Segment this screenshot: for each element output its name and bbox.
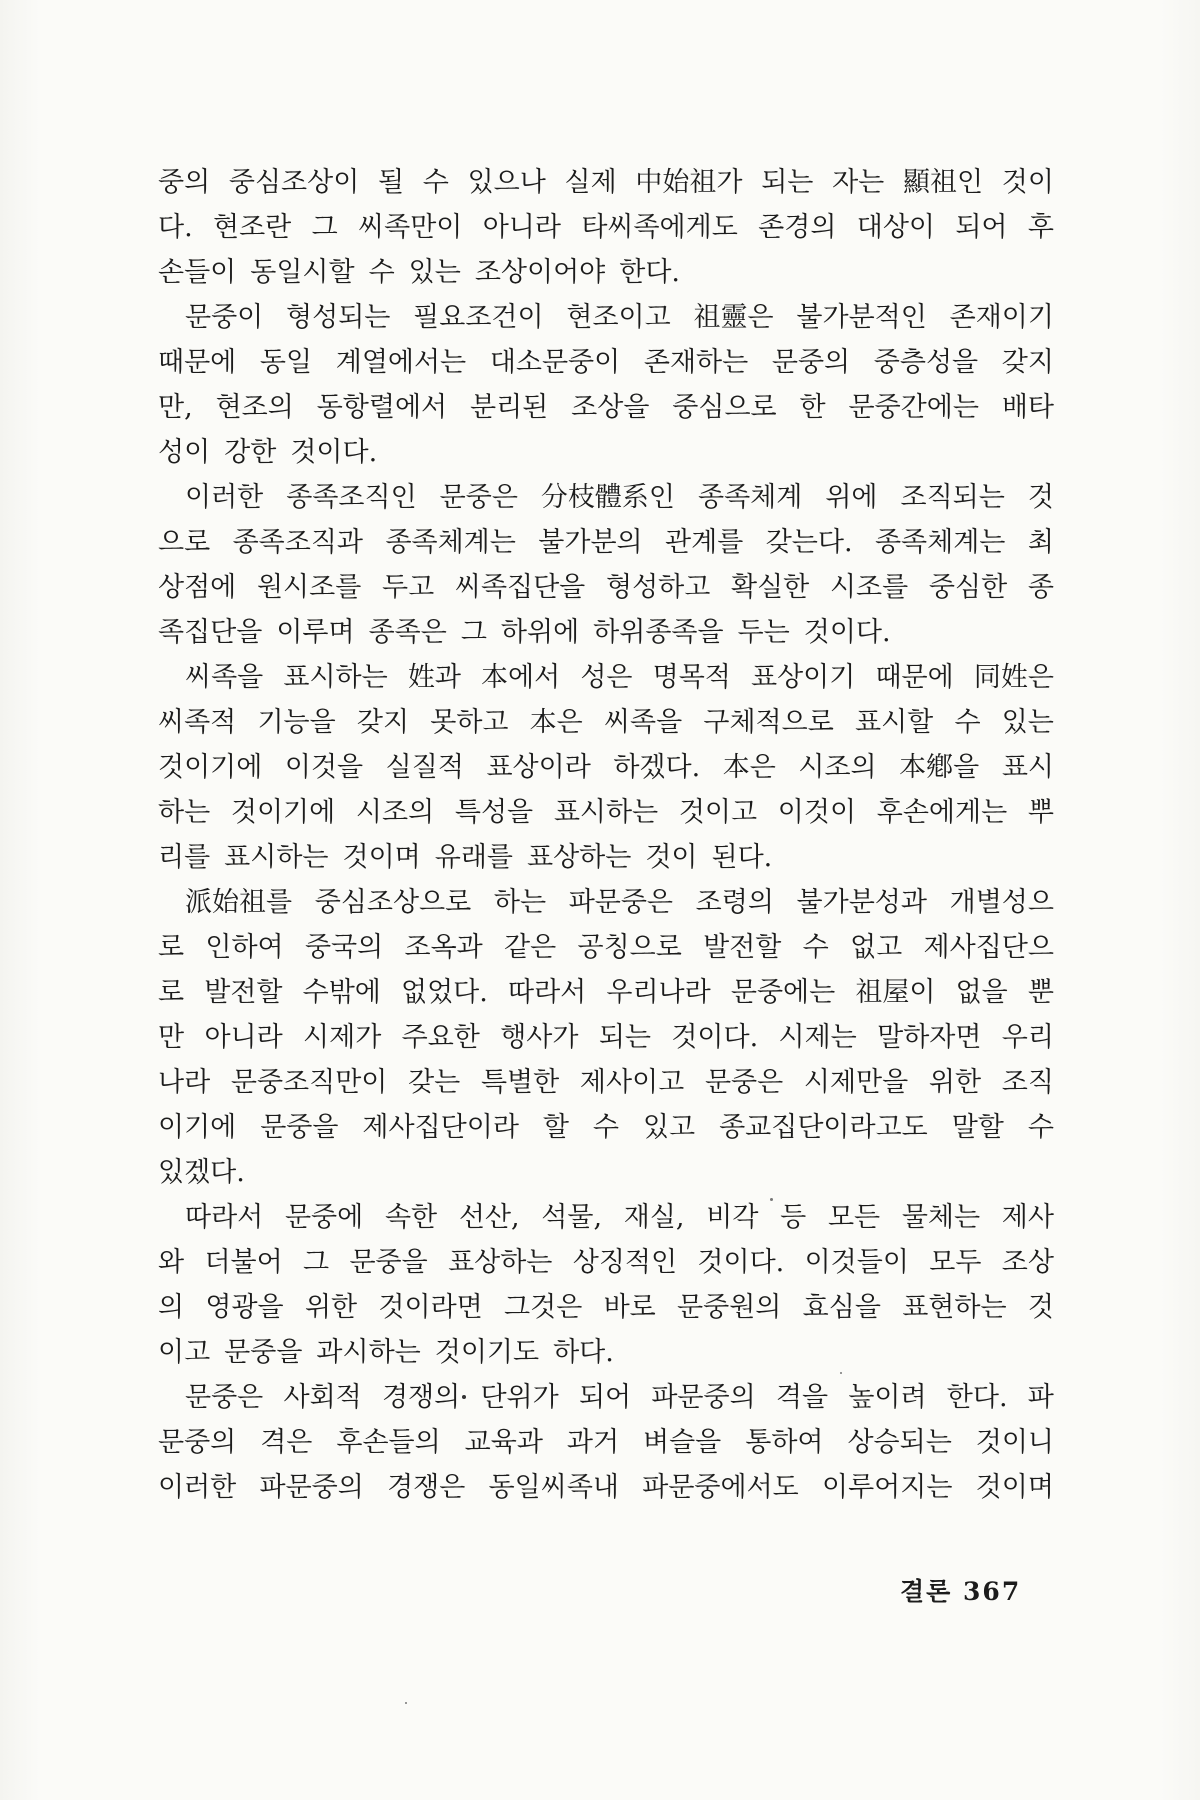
text-line: 로 발전할 수밖에 없었다. 따라서 우리나라 문중에는 祖屋이 없을 뿐: [158, 977, 1054, 1008]
text-line: 이러한 종족조직인 문중은 分枝體系인 종족체계 위에 조직되는 것: [185, 482, 1054, 513]
page-footer: [900, 1572, 1021, 1608]
text-line: 문중은 사회적 경쟁의 단위가 되어 파문중의 격을 높이려 한다. 파: [185, 1382, 1054, 1413]
text-line: 으로 종족조직과 종족체계는 불가분의 관계를 갖는다. 종족체계는 최: [158, 527, 1054, 558]
text-line: 상점에 원시조를 두고 씨족집단을 형성하고 확실한 시조를 중심한 종: [158, 572, 1054, 603]
paper-speck: [840, 1372, 842, 1374]
text-line: 이고 문중을 과시하는 것이기도 하다.: [158, 1337, 614, 1368]
text-line: 문중이 형성되는 필요조건이 현조이고 祖靈은 불가분적인 존재이기: [185, 302, 1054, 333]
text-line: 하는 것이기에 시조의 특성을 표시하는 것이고 이것이 후손에게는 뿌: [158, 797, 1054, 828]
text-line: 손들이 동일시할 수 있는 조상이어야 한다.: [158, 257, 681, 288]
text-line: 만 아니라 시제가 주요한 행사가 되는 것이다. 시제는 말하자면 우리: [158, 1022, 1054, 1053]
text-line: 중의 중심조상이 될 수 있으나 실제 中始祖가 되는 자는 顯祖인 것이: [158, 167, 1054, 198]
text-line: 때문에 동일 계열에서는 대소문중이 존재하는 문중의 중층성을 갖지: [158, 347, 1054, 378]
section-title: 결론: [900, 1577, 953, 1606]
text-line: 로 인하여 중국의 조옥과 같은 공칭으로 발전할 수 없고 제사집단으: [158, 932, 1054, 963]
text-line: 리를 표시하는 것이며 유래를 표상하는 것이 된다.: [158, 842, 773, 873]
text-line: 문중의 격은 후손들의 교육과 과거 벼슬을 통하여 상승되는 것이니: [158, 1427, 1054, 1458]
text-line: 이러한 파문중의 경쟁은 동일씨족내 파문중에서도 이루어지는 것이며: [158, 1472, 1054, 1503]
text-line: 派始祖를 중심조상으로 하는 파문중은 조령의 불가분성과 개별성으: [185, 887, 1054, 918]
text-line: 이기에 문중을 제사집단이라 할 수 있고 종교집단이라고도 말할 수: [158, 1112, 1054, 1143]
page-number: 367: [963, 1577, 1022, 1606]
text-line: 만, 현조의 동항렬에서 분리된 조상을 중심으로 한 문중간에는 배타: [158, 392, 1054, 423]
text-line: 따라서 문중에 속한 선산, 석물, 재실, 비각 등 모든 물체는 제사: [185, 1202, 1054, 1233]
paper-speck: [462, 1395, 466, 1399]
body-text: [158, 160, 1054, 1510]
text-line: 씨족적 기능을 갖지 못하고 本은 씨족을 구체적으로 표시할 수 있는: [158, 707, 1054, 738]
paper-speck: [405, 1702, 407, 1704]
text-line: 씨족을 표시하는 姓과 本에서 성은 명목적 표상이기 때문에 同姓은: [185, 662, 1054, 693]
text-line: 족집단을 이루며 종족은 그 하위에 하위종족을 두는 것이다.: [158, 617, 891, 648]
text-line: 있겠다.: [158, 1157, 245, 1188]
text-line: 의 영광을 위한 것이라면 그것은 바로 문중원의 효심을 표현하는 것: [158, 1292, 1054, 1323]
text-line: 것이기에 이것을 실질적 표상이라 하겠다. 本은 시조의 本鄕을 표시: [158, 752, 1054, 783]
text-line: 다. 현조란 그 씨족만이 아니라 타씨족에게도 존경의 대상이 되어 후: [158, 212, 1054, 243]
paper-speck: [770, 1198, 773, 1201]
text-line: 와 더불어 그 문중을 표상하는 상징적인 것이다. 이것들이 모두 조상: [158, 1247, 1054, 1278]
text-line: 성이 강한 것이다.: [158, 437, 378, 468]
text-line: 나라 문중조직만이 갖는 특별한 제사이고 문중은 시제만을 위한 조직: [158, 1067, 1054, 1098]
